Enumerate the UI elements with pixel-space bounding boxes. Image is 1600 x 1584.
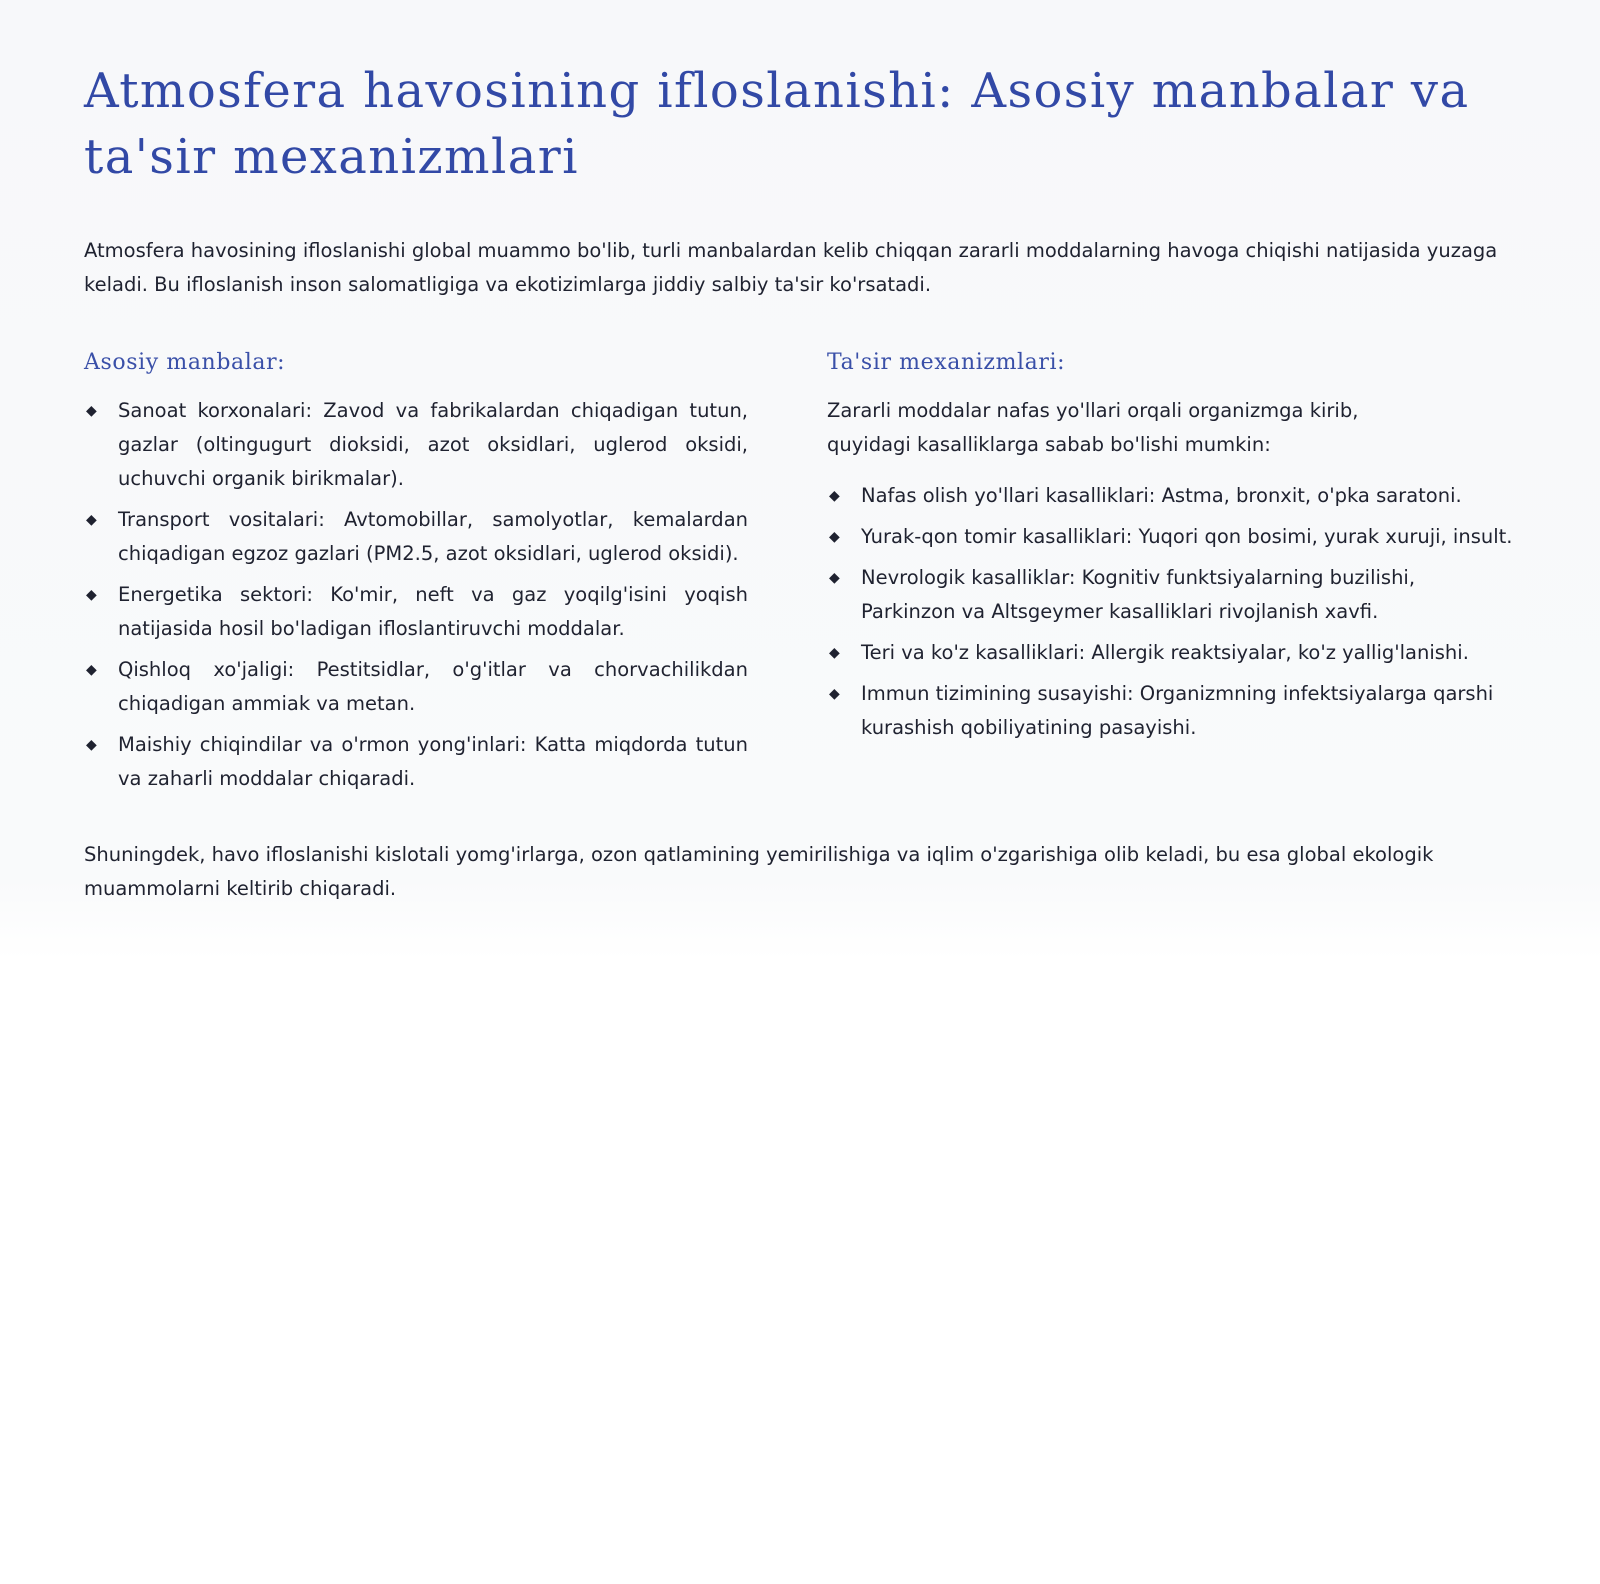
- list-item: [827, 520, 1515, 554]
- bullet-icon: ◆: [86, 737, 97, 753]
- bullet-icon: ◆: [829, 645, 840, 661]
- list-item: [84, 394, 748, 496]
- list-item: [827, 561, 1515, 629]
- list-item-text: Yurak-qon tomir kasalliklari: Yuqori qon bosimi, yurak xuruji, insult.: [861, 525, 1513, 548]
- list-item: [84, 503, 748, 571]
- list-item: [84, 578, 748, 646]
- sources-list: [84, 394, 748, 796]
- list-item: [827, 479, 1515, 513]
- mechanisms-heading: Ta'sir mexanizmlari:: [827, 350, 1066, 375]
- sources-heading: Asosiy manbalar:: [84, 350, 286, 375]
- list-item-text: Qishloq xo'jaligi: Pestitsidlar, o'g'itlar va chorvachilikdan chiqadigan ammiak va metan.: [118, 658, 748, 715]
- document-content: [84, 58, 1516, 906]
- list-item-text: Transport vositalari: Avtomobillar, samolyotlar, kemalardan chiqadigan egzoz gazlari (PM2.5, azot oksidlari, uglerod oksidi).: [118, 508, 748, 565]
- bullet-icon: ◆: [829, 529, 840, 545]
- mechanisms-column: [827, 346, 1515, 803]
- bullet-icon: ◆: [86, 512, 97, 528]
- bullet-icon: ◆: [829, 488, 840, 504]
- list-item-text: Energetika sektori: Ko'mir, neft va gaz yoqilg'isini yoqish natijasida hosil bo'ladigan ifloslantiruvchi moddalar.: [118, 583, 748, 640]
- list-item-text: Teri va ko'z kasalliklari: Allergik reaktsiyalar, ko'z yallig'lanishi.: [861, 641, 1469, 664]
- list-item-text: Sanoat korxonalari: Zavod va fabrikalardan chiqadigan tutun, gazlar (oltingugurt dioksidi, azot oksidlari, uglerod oksidi, uchuvchi organik birikmalar).: [118, 399, 748, 490]
- mechanisms-list: [827, 479, 1515, 745]
- mechanisms-intro: Zararli moddalar nafas yo'llari orqali organizmga kirib, quyidagi kasalliklarga sabab bo'lishi mumkin:: [827, 399, 1359, 456]
- closing-paragraph: Shuningdek, havo ifloslanishi kislotali yomg'irlarga, ozon qatlamining yemirilishiga va iqlim o'zgarishiga olib keladi, bu esa global ekologik muammolarni keltirib chiqaradi.: [84, 843, 1434, 900]
- list-item-text: Maishiy chiqindilar va o'rmon yong'inlari: Katta miqdorda tutun va zaharli moddalar chiqaradi.: [118, 733, 748, 790]
- list-item: [84, 653, 748, 721]
- bullet-icon: ◆: [86, 403, 97, 419]
- intro-paragraph: Atmosfera havosining ifloslanishi global muammo bo'lib, turli manbalardan kelib chiqqan zararli moddalarning havoga chiqishi natijasida yuzaga keladi. Bu ifloslanish inson salomatligiga va ekotizimlarga jiddiy salbiy ta'sir ko'rsatadi.: [84, 239, 1498, 296]
- two-column-section: [84, 346, 1516, 803]
- page-title: Atmosfera havosining ifloslanishi: Asosiy manbalar va ta'sir mexanizmlari: [84, 63, 1470, 185]
- list-item: [827, 636, 1515, 670]
- sources-column: [84, 346, 748, 803]
- list-item-text: Nevrologik kasalliklar: Kognitiv funktsiyalarning buzilishi, Parkinzon va Altsgeymer kasalliklari rivojlanish xavfi.: [861, 566, 1416, 623]
- list-item: [827, 677, 1515, 745]
- list-item: [84, 728, 748, 796]
- list-item-text: Immun tizimining susayishi: Organizmning infektsiyalarga qarshi kurashish qobiliyatining pasayishi.: [861, 682, 1494, 739]
- bullet-icon: ◆: [86, 662, 97, 678]
- bullet-icon: ◆: [86, 587, 97, 603]
- bullet-icon: ◆: [829, 570, 840, 586]
- bullet-icon: ◆: [829, 686, 840, 702]
- list-item-text: Nafas olish yo'llari kasalliklari: Astma, bronxit, o'pka saratoni.: [861, 484, 1462, 507]
